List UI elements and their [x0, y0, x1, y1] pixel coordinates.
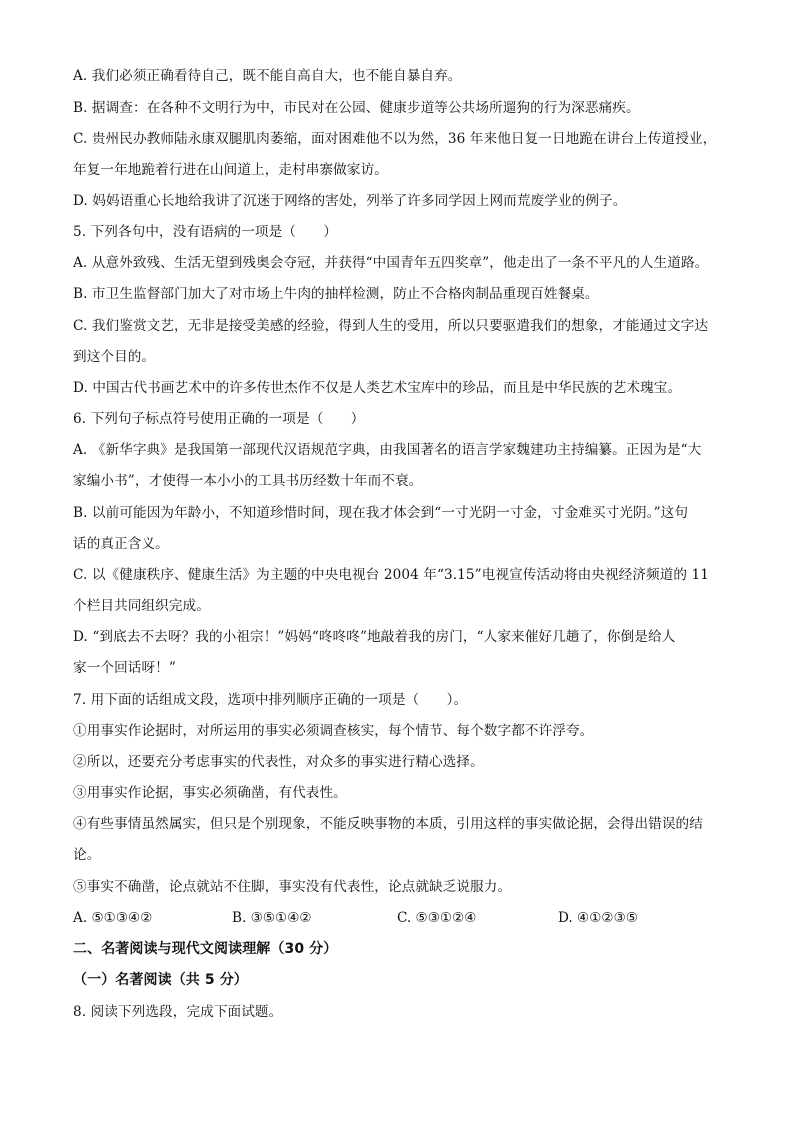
q7-sentence-2: ②所以，还要充分考虑事实的代表性，对众多的事实进行精心选择。 — [73, 754, 484, 770]
q4-option-b: B. 据调查：在各种不文明行为中，市民对在公园、健康步道等公共场所遛狗的行为深恶痛疾。 — [73, 100, 640, 116]
q5-stem: 5. 下列各句中，没有语病的一项是（ ） — [73, 224, 338, 240]
q5-option-c: C. 我们鉴赏文艺，无非是接受美感的经验，得到人生的受用，所以只要驱遣我们的想象，才能通过文字达 — [73, 318, 709, 334]
q4-option-d: D. 妈妈语重心长地给我讲了沉迷于网络的害处，列举了许多同学因上网而荒废学业的例子。 — [73, 193, 627, 209]
q5-option-a: A. 从意外致残、生活无望到残奥会夺冠，并获得“中国青年五四奖章”，他走出了一条不平凡的人生道路。 — [73, 255, 709, 271]
q7-sentence-4: ④有些事情虽然属实，但只是个别现象，不能反映事物的本质，引用这样的事实做论据，会得出错误的结 — [73, 816, 703, 832]
q6-option-b-cont: 话的真正含义。 — [73, 536, 169, 552]
q6-option-c: C. 以《健康秩序、健康生活》为主题的中央电视台 2004 年“3.15”电视宣传活动将由央视经济频道的 11 — [73, 567, 710, 583]
q6-stem: 6. 下列句子标点符号使用正确的一项是（ ） — [73, 411, 365, 427]
q7-option-b: B. ③⑤①④② — [232, 910, 312, 926]
q6-option-d: D. “到底去不去呀？我的小祖宗！”妈妈“咚咚咚”地敲着我的房门，“人家来催好几趟了，你倒是给人 — [73, 629, 676, 645]
q6-option-b: B. 以前可能因为年龄小，不知道珍惜时间，现在我才体会到“一寸光阴一寸金，寸金难买寸光阴。”这句 — [73, 505, 689, 521]
q5-option-c-cont: 到这个目的。 — [73, 349, 156, 365]
q6-option-c-cont: 个栏目共同组织完成。 — [73, 598, 210, 614]
q4-option-c: C. 贵州民办教师陆永康双腿肌肉萎缩，面对困难他不以为然，36 年来他日复一日地跪在讲台上传道授业， — [73, 131, 717, 147]
q8-stem: 8. 阅读下列选段，完成下面试题。 — [73, 1004, 283, 1020]
q6-option-d-cont: 家一个回话呀！” — [73, 660, 176, 676]
q7-sentence-1: ①用事实作论据时，对所运用的事实必须调查核实，每个情节、每个数字都不许浮夸。 — [73, 723, 594, 739]
q7-sentence-5: ⑤事实不确凿，论点就站不住脚，事实没有代表性，论点就缺乏说服力。 — [73, 879, 512, 895]
q4-option-a: A. 我们必须正确看待自己，既不能自高自大，也不能自暴自弃。 — [73, 68, 462, 84]
q6-option-a: A. 《新华字典》是我国第一部现代汉语规范字典，由我国著名的语言学家魏建功主持编纂。正因为是“大 — [73, 442, 702, 458]
q7-stem: 7. 用下面的话组成文段，选项中排列顺序正确的一项是（ ）。 — [73, 692, 468, 708]
q7-sentence-3: ③用事实作论据，事实必须确凿，有代表性。 — [73, 785, 347, 801]
q7-sentence-4-cont: 论。 — [73, 847, 101, 863]
q7-option-c: C. ⑤③①②④ — [397, 910, 477, 926]
q5-option-b: B. 市卫生监督部门加大了对市场上牛肉的抽样检测，防止不合格肉制品重现百姓餐桌。 — [73, 286, 599, 302]
q7-option-d: D. ④①②③⑤ — [558, 910, 638, 926]
q6-option-a-cont: 家编小书”，才使得一本小小的工具书历经数十年而不衰。 — [73, 473, 423, 489]
q4-option-c-cont: 年复一年地跪着行进在山间道上，走村串寨做家访。 — [73, 162, 388, 178]
q5-option-d: D. 中国古代书画艺术中的许多传世杰作不仅是人类艺术宝库中的珍品，而且是中华民族的艺术瑰宝。 — [73, 380, 682, 396]
q7-option-a: A. ⑤①③④② — [73, 910, 153, 926]
subsection-title: （一）名著阅读（共 5 分） — [73, 972, 248, 988]
section-title: 二、名著阅读与现代文阅读理解（30 分） — [73, 941, 338, 957]
